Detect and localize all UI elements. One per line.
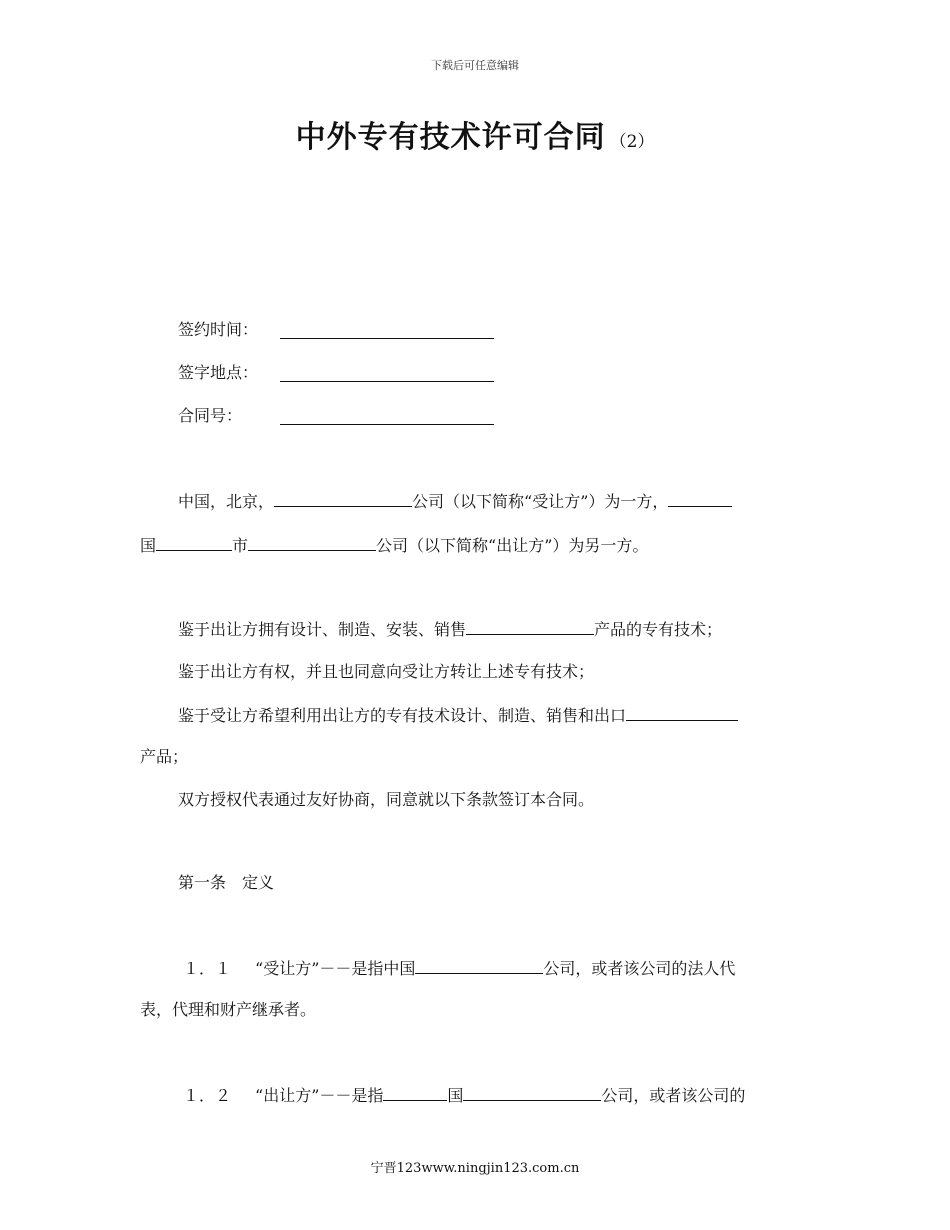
recital-3 (178, 704, 738, 727)
parties-text: 公司（以下简称“出让方”）为另一方。 (376, 536, 649, 555)
blank (383, 1084, 447, 1101)
clause-number: １．１ (183, 959, 232, 978)
clause-1-1 (183, 957, 735, 980)
sign-place-row (178, 362, 258, 384)
blank (415, 957, 543, 974)
blank (156, 534, 232, 551)
parties-text: 国 (140, 536, 157, 555)
parties-text: 公司（以下简称“受让方”）为一方， (412, 492, 669, 511)
recital-text: 鉴于出让方拥有设计、制造、安装、销售 (178, 620, 467, 639)
parties-line-1 (178, 490, 732, 513)
parties-text: 中国，北京， (178, 492, 275, 511)
blank (274, 490, 412, 507)
clause-1-2 (183, 1084, 745, 1107)
clause-1-1-cont: 表，代理和财产继承者。 (140, 1000, 317, 1019)
page-header: 下载后可任意编辑 (431, 59, 519, 72)
recital-4: 双方授权代表通过友好协商，同意就以下条款签订本合同。 (178, 790, 595, 809)
contract-no-label: 合同号： (178, 406, 243, 425)
blank (668, 490, 732, 507)
clause-text: “出让方”－－是指 (255, 1086, 384, 1105)
sign-place-blank (280, 365, 494, 382)
clause-text: 公司，或者该公司的法人代 (543, 959, 736, 978)
parties-line-2 (140, 534, 648, 557)
recital-3-cont: 产品； (140, 747, 189, 766)
recital-2: 鉴于出让方有权，并且也同意向受让方转让上述专有技术； (178, 662, 595, 681)
sign-place-label: 签字地点： (178, 363, 259, 382)
title-main: 中外专有技术许可合同 (295, 120, 606, 155)
article-1-heading: 第一条 定义 (178, 873, 275, 892)
recital-1 (178, 618, 722, 641)
sign-time-blank (280, 322, 494, 339)
title-suffix: （2） (609, 132, 655, 152)
clause-number: １．２ (183, 1086, 232, 1105)
parties-text: 市 (232, 536, 249, 555)
blank (466, 618, 594, 635)
recital-text: 产品的专有技术； (594, 620, 723, 639)
recital-text: 鉴于受让方希望利用出让方的专有技术设计、制造、销售和出口 (178, 706, 627, 725)
clause-text: “受让方”－－是指中国 (255, 959, 416, 978)
clause-text: 公司，或者该公司的 (601, 1086, 746, 1105)
document-title (0, 112, 950, 156)
blank (248, 534, 376, 551)
contract-no-blank (280, 408, 494, 425)
blank (626, 704, 738, 721)
clause-text: 国 (447, 1086, 464, 1105)
sign-time-row (178, 319, 258, 341)
contract-no-row (178, 405, 242, 427)
sign-time-label: 签约时间： (178, 320, 259, 339)
page-footer: 宁晋123www.ningjin123.com.cn (370, 1161, 580, 1176)
blank (463, 1084, 601, 1101)
